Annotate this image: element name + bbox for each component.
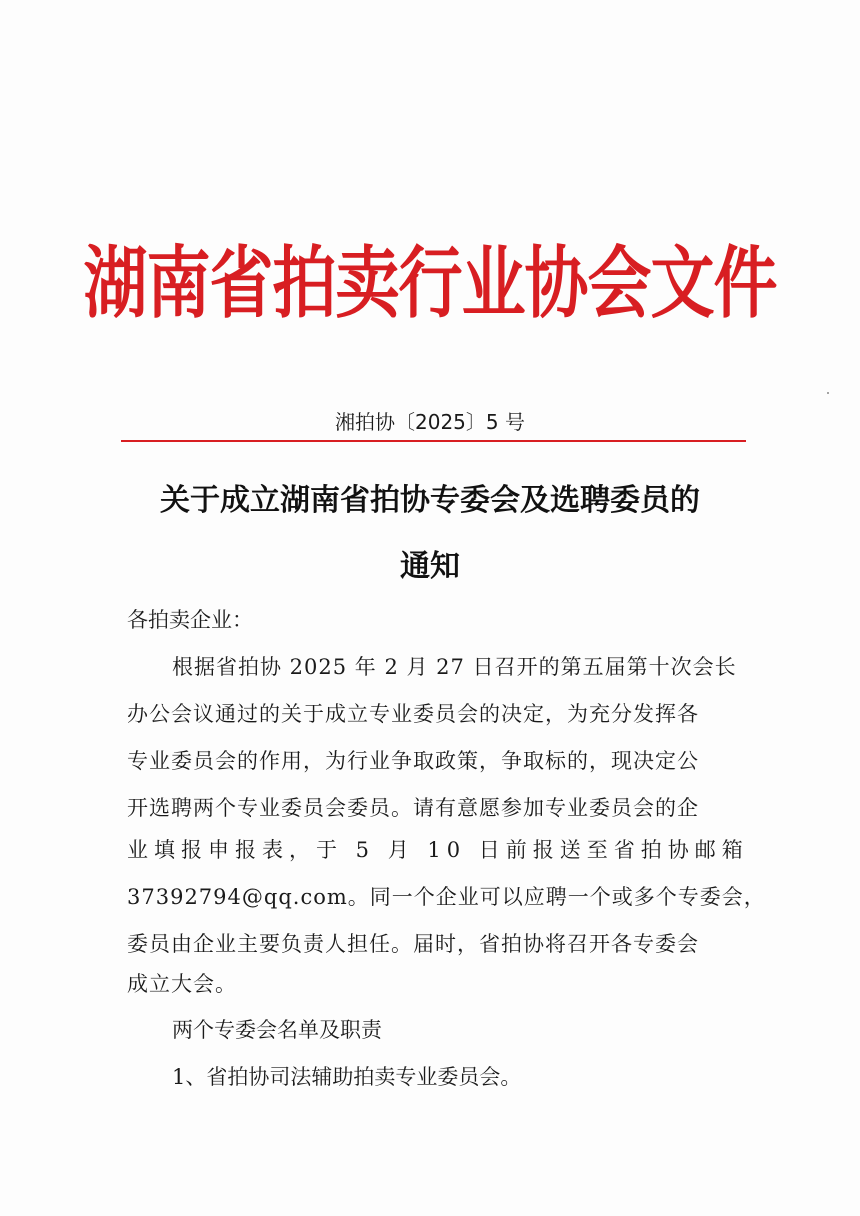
- red-divider-line: [121, 440, 746, 442]
- paragraph-line: 开选聘两个专业委员会委员。请有意愿参加专业委员会的企: [127, 796, 699, 820]
- masthead-title: 湖南省拍卖行业协会文件: [83, 239, 777, 330]
- section-heading: 两个专委会名单及职责: [172, 1018, 382, 1042]
- paragraph-line: 业填报申报表，于 5 月 10 日前报送至省拍协邮箱: [127, 838, 749, 862]
- paragraph-line: 根据省拍协 2025 年 2 月 27 日召开的第五届第十次会长: [172, 655, 737, 679]
- notice-title-line-2: 通知: [400, 549, 460, 584]
- paragraph-line-email: 37392794@qq.com。同一个企业可以应聘一个或多个专委会，: [127, 885, 766, 909]
- paragraph-line: 专业委员会的作用，为行业争取政策，争取标的，现决定公: [127, 749, 699, 773]
- paragraph-line: 委员由企业主要负责人担任。届时，省拍协将召开各专委会: [127, 932, 699, 956]
- list-item: 1、省拍协司法辅助拍卖专业委员会。: [172, 1065, 522, 1089]
- document-number: 湘拍协〔2025〕5 号: [335, 410, 525, 434]
- paragraph-line: 成立大会。: [127, 972, 237, 996]
- scan-speck: [827, 392, 829, 394]
- notice-title-line-1: 关于成立湖南省拍协专委会及选聘委员的: [160, 483, 700, 518]
- salutation: 各拍卖企业：: [127, 608, 253, 632]
- paragraph-line: 办公会议通过的关于成立专业委员会的决定，为充分发挥各: [127, 702, 699, 726]
